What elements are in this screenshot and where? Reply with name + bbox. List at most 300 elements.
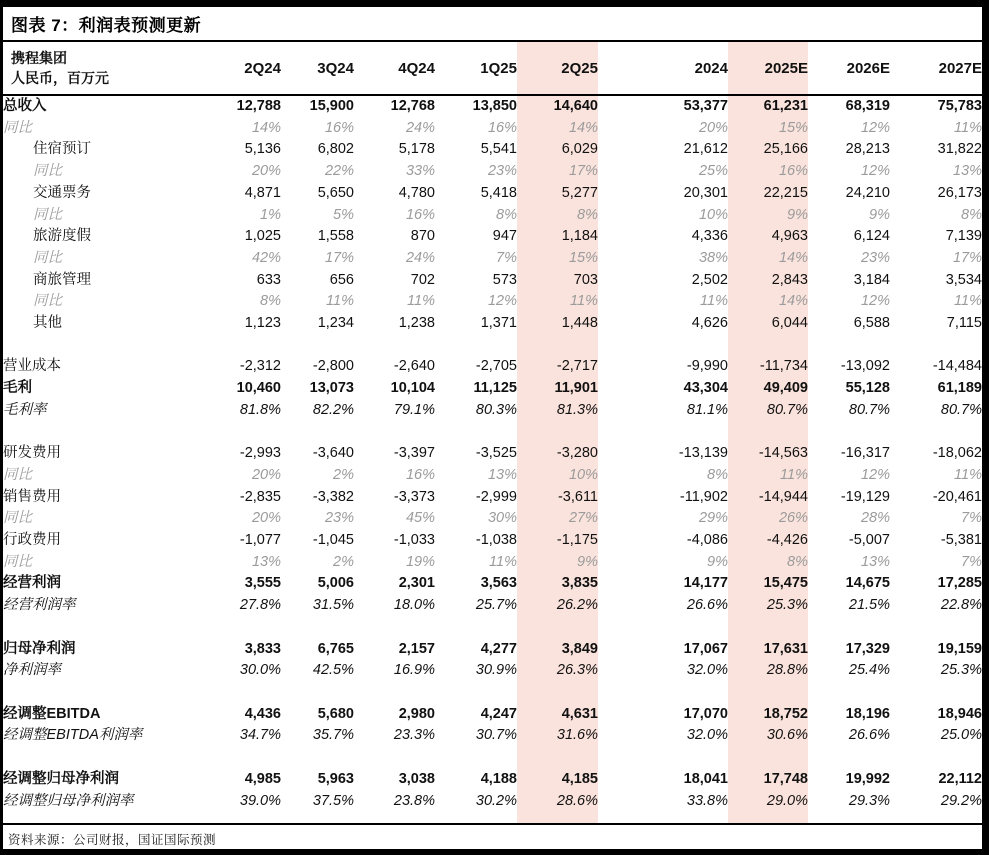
value-cell: 4,247 [480, 705, 517, 722]
table-row [3, 487, 982, 509]
value-cell: 11% [407, 293, 435, 310]
value-cell: 28,213 [845, 141, 890, 158]
value-cell: 25,166 [728, 139, 808, 161]
value-cell: 30.2% [475, 792, 517, 809]
value-cell: 23% [860, 249, 890, 266]
value-cell: 6,588 [853, 315, 890, 332]
value-cell: 4,963 [728, 226, 808, 248]
value-cell: 1,184 [517, 226, 598, 248]
value-cell: 17,067 [683, 640, 728, 657]
value-cell: 16% [728, 161, 808, 183]
value-cell: 23.8% [393, 792, 435, 809]
row-label: 总收入 [3, 98, 47, 114]
table-row [3, 400, 982, 422]
table-row [3, 161, 982, 183]
value-cell: -3,382 [312, 488, 354, 505]
value-cell: 26.2% [517, 595, 598, 617]
value-cell [728, 747, 808, 769]
value-cell: 38% [698, 249, 728, 266]
value-cell [808, 682, 890, 704]
value-cell: 5,006 [317, 575, 354, 592]
value-cell: -2,835 [239, 488, 281, 505]
value-cell: 14,177 [683, 575, 728, 592]
value-cell: 5% [333, 206, 354, 223]
value-cell: 24,210 [845, 184, 890, 201]
value-cell: 22% [324, 163, 354, 180]
value-cell: 26.6% [848, 727, 890, 744]
value-cell: -2,717 [517, 356, 598, 378]
value-cell: 21,612 [683, 141, 728, 158]
value-cell [890, 335, 982, 357]
value-cell: 4,871 [244, 184, 281, 201]
value-cell [435, 422, 517, 444]
table-corner-company-unit [3, 42, 211, 95]
value-cell: -3,397 [393, 445, 435, 462]
value-cell [281, 682, 354, 704]
value-cell: 1,234 [317, 315, 354, 332]
value-cell: 30% [487, 510, 517, 527]
value-cell: 37.5% [312, 792, 354, 809]
value-cell: 25.7% [475, 597, 517, 614]
value-cell: 80.7% [940, 401, 982, 418]
value-cell: 26.3% [517, 660, 598, 682]
value-cell: 23% [487, 163, 517, 180]
value-cell: 82.2% [312, 401, 354, 418]
value-cell: 4,188 [480, 770, 517, 787]
value-cell: 31,822 [937, 141, 982, 158]
value-cell: 30.0% [239, 662, 281, 679]
value-cell [211, 747, 281, 769]
table-row [3, 378, 982, 400]
table-row [3, 95, 982, 118]
value-cell [517, 682, 598, 704]
column-header-2Q24: 2Q24 [211, 42, 281, 95]
value-cell: 17,748 [728, 769, 808, 791]
value-cell: 80.7% [728, 400, 808, 422]
row-label: 同比 [3, 119, 32, 136]
value-cell: 17,070 [683, 705, 728, 722]
value-cell: 61,231 [728, 95, 808, 118]
value-cell: -19,129 [840, 488, 890, 505]
row-label: 商旅管理 [33, 271, 91, 288]
value-cell: 29.2% [940, 792, 982, 809]
row-label: 经营利润 [3, 575, 61, 592]
value-cell [435, 617, 517, 639]
value-cell [211, 335, 281, 357]
value-cell: -4,426 [728, 530, 808, 552]
table-row [3, 552, 982, 574]
value-cell: 8% [496, 206, 517, 223]
value-cell [728, 335, 808, 357]
value-cell: -2,999 [475, 488, 517, 505]
table-row [3, 660, 982, 682]
column-header-4Q24: 4Q24 [354, 42, 435, 95]
value-cell: 26% [728, 508, 808, 530]
row-label [3, 747, 211, 769]
value-cell [728, 682, 808, 704]
value-cell: 1,123 [244, 315, 281, 332]
value-cell: 5,418 [480, 184, 517, 201]
value-cell: 1,371 [480, 315, 517, 332]
value-cell: 19,159 [937, 640, 982, 657]
value-cell: 23.3% [393, 727, 435, 744]
value-cell: 25.3% [728, 595, 808, 617]
value-cell: -18,062 [932, 445, 982, 462]
value-cell [517, 335, 598, 357]
value-cell: 9% [869, 206, 890, 223]
value-cell [435, 335, 517, 357]
value-cell: 23% [324, 510, 354, 527]
value-cell: 22,215 [728, 183, 808, 205]
value-cell: 28% [860, 510, 890, 527]
value-cell: -2,640 [393, 358, 435, 375]
value-cell: -1,077 [239, 532, 281, 549]
table-row [3, 313, 982, 335]
company-name: 携程集团 [11, 49, 67, 66]
value-cell: 9% [728, 205, 808, 227]
figure-title: 图表 7：利润表预测更新 [3, 7, 982, 42]
value-cell: 15,900 [309, 98, 354, 114]
row-label: 交通票务 [33, 184, 91, 201]
value-cell: 1,238 [398, 315, 435, 332]
value-cell: 28.6% [517, 791, 598, 823]
value-cell: 5,680 [317, 705, 354, 722]
row-label: 营业成本 [3, 358, 61, 375]
table-row [3, 725, 982, 747]
value-cell: -1,045 [312, 532, 354, 549]
value-cell: 20% [251, 510, 281, 527]
value-cell: 12,768 [390, 98, 435, 114]
table-row [3, 791, 982, 823]
value-cell: 12,788 [236, 98, 281, 114]
value-cell: 49,409 [728, 378, 808, 400]
row-label: 销售费用 [3, 488, 61, 505]
value-cell: -5,007 [848, 532, 890, 549]
value-cell: 5,136 [244, 141, 281, 158]
value-cell [808, 335, 890, 357]
value-cell: 42% [251, 249, 281, 266]
value-cell [354, 422, 435, 444]
column-header-2024: 2024 [598, 42, 728, 95]
value-cell: 4,780 [398, 184, 435, 201]
value-cell: 22.8% [940, 597, 982, 614]
spacer-row [3, 682, 982, 704]
value-cell [354, 335, 435, 357]
row-label: 行政费用 [3, 532, 61, 549]
value-cell [354, 747, 435, 769]
table-row [3, 248, 982, 270]
value-cell: 68,319 [845, 98, 890, 114]
source-note: 资料来源：公司财报，国证国际预测 [3, 823, 982, 850]
table-row [3, 356, 982, 378]
value-cell [598, 335, 728, 357]
row-label [3, 422, 211, 444]
value-cell: 11% [954, 466, 982, 483]
value-cell: 6,029 [517, 139, 598, 161]
value-cell: 13,073 [309, 380, 354, 397]
value-cell: 703 [517, 270, 598, 292]
value-cell: 8% [961, 206, 982, 223]
table-row [3, 769, 982, 791]
value-cell: -2,993 [239, 445, 281, 462]
value-cell: 10% [698, 206, 728, 223]
value-cell [728, 617, 808, 639]
value-cell: 13% [860, 553, 890, 570]
value-cell: 18,946 [937, 705, 982, 722]
value-cell: 12% [487, 293, 517, 310]
value-cell: 45% [405, 510, 435, 527]
value-cell: 870 [410, 228, 435, 245]
value-cell: -16,317 [840, 445, 890, 462]
spacer-row [3, 617, 982, 639]
value-cell: 15% [728, 118, 808, 140]
spacer-row [3, 747, 982, 769]
value-cell: 18.0% [393, 597, 435, 614]
value-cell: 33% [405, 163, 435, 180]
spacer-row [3, 335, 982, 357]
row-label: 同比 [3, 553, 32, 570]
row-label: 其他 [33, 315, 62, 332]
value-cell: 32.0% [686, 662, 728, 679]
value-cell: 2% [333, 466, 354, 483]
value-cell: 19,992 [845, 770, 890, 787]
value-cell: 31.5% [312, 597, 354, 614]
value-cell: 34.7% [239, 727, 281, 744]
value-cell: -3,525 [475, 445, 517, 462]
table-row [3, 639, 982, 661]
value-cell: 2,301 [398, 575, 435, 592]
value-cell [354, 682, 435, 704]
value-cell: -3,373 [393, 488, 435, 505]
forecast-table [3, 42, 982, 823]
value-cell [211, 422, 281, 444]
value-cell: 3,184 [853, 271, 890, 288]
value-cell: 14% [251, 119, 281, 136]
value-cell: -4,086 [686, 532, 728, 549]
value-cell: -14,563 [728, 443, 808, 465]
value-cell: 12% [860, 466, 890, 483]
value-cell: -9,990 [686, 358, 728, 375]
value-cell [808, 617, 890, 639]
value-cell: -11,734 [728, 356, 808, 378]
value-cell: 15,475 [728, 573, 808, 595]
value-cell [890, 747, 982, 769]
value-cell [435, 747, 517, 769]
value-cell: -1,038 [475, 532, 517, 549]
value-cell: 6,044 [728, 313, 808, 335]
value-cell [890, 617, 982, 639]
value-cell: 14,640 [517, 95, 598, 118]
value-cell: 8% [707, 466, 728, 483]
value-cell: 39.0% [239, 792, 281, 809]
value-cell: 11,901 [517, 378, 598, 400]
value-cell [598, 747, 728, 769]
row-label: 经调整归母净利润率 [3, 792, 134, 809]
value-cell: 81.3% [517, 400, 598, 422]
value-cell: 7,115 [946, 315, 982, 332]
value-cell: 2,843 [728, 270, 808, 292]
table-row [3, 139, 982, 161]
value-cell: 17% [952, 249, 982, 266]
value-cell [598, 682, 728, 704]
value-cell [517, 617, 598, 639]
value-cell: 33.8% [686, 792, 728, 809]
value-cell: 29% [698, 510, 728, 527]
value-cell: 4,631 [517, 704, 598, 726]
value-cell: 16% [324, 119, 354, 136]
value-cell: 10,460 [236, 380, 281, 397]
value-cell [890, 682, 982, 704]
value-cell: 7% [496, 249, 517, 266]
value-cell: -1,033 [393, 532, 435, 549]
table-header-row [3, 42, 982, 95]
row-label: 毛利率 [3, 401, 47, 418]
value-cell [598, 422, 728, 444]
value-cell: 10% [517, 465, 598, 487]
value-cell: 31.6% [517, 725, 598, 747]
value-cell: 25.4% [848, 662, 890, 679]
value-cell: 25% [698, 163, 728, 180]
value-cell: 5,963 [317, 770, 354, 787]
value-cell: 1,448 [517, 313, 598, 335]
value-cell: 30.9% [475, 662, 517, 679]
value-cell: 9% [707, 553, 728, 570]
table-row [3, 270, 982, 292]
value-cell: 5,650 [317, 184, 354, 201]
value-cell [598, 617, 728, 639]
row-label: 研发费用 [3, 445, 61, 462]
value-cell: 29.0% [728, 791, 808, 823]
row-label: 毛利 [3, 380, 32, 397]
column-header-2Q25: 2Q25 [517, 42, 598, 95]
row-label: 经调整EBITDA [3, 705, 101, 722]
value-cell: 12% [860, 293, 890, 310]
value-cell: 21.5% [848, 597, 890, 614]
value-cell: 5,178 [398, 141, 435, 158]
value-cell: 13,850 [472, 98, 517, 114]
value-cell [211, 682, 281, 704]
value-cell: 24% [405, 249, 435, 266]
value-cell: 7,139 [945, 228, 982, 245]
value-cell: 11% [517, 291, 598, 313]
table-row [3, 205, 982, 227]
row-label: 同比 [33, 206, 62, 223]
value-cell: 4,185 [517, 769, 598, 791]
value-cell: 10,104 [390, 380, 435, 397]
value-cell: 25.0% [940, 727, 982, 744]
row-label: 归母净利润 [3, 640, 76, 657]
value-cell: 35.7% [312, 727, 354, 744]
row-label: 经调整归母净利润 [3, 770, 119, 787]
value-cell: 18,196 [845, 705, 890, 722]
value-cell: 15% [517, 248, 598, 270]
table-row [3, 226, 982, 248]
value-cell: 3,835 [517, 573, 598, 595]
row-label: 旅游度假 [33, 228, 91, 245]
value-cell: 32.0% [686, 727, 728, 744]
value-cell: 24% [405, 119, 435, 136]
value-cell: 29.3% [848, 792, 890, 809]
value-cell: 1% [260, 206, 281, 223]
value-cell: 16% [405, 206, 435, 223]
value-cell: 4,336 [691, 228, 728, 245]
value-cell: 28.8% [728, 660, 808, 682]
value-cell: 11% [728, 465, 808, 487]
value-cell: -1,175 [517, 530, 598, 552]
row-label: 净利润率 [3, 662, 61, 679]
value-cell: -14,484 [932, 358, 982, 375]
value-cell: 43,304 [683, 380, 728, 397]
value-cell: -3,640 [312, 445, 354, 462]
value-cell [517, 422, 598, 444]
value-cell: 20% [698, 119, 728, 136]
value-cell: 5,277 [517, 183, 598, 205]
value-cell: 17% [324, 249, 354, 266]
value-cell [354, 617, 435, 639]
table-row [3, 118, 982, 140]
row-label: 同比 [3, 510, 32, 527]
value-cell: 3,555 [244, 575, 281, 592]
value-cell: 4,277 [480, 640, 517, 657]
value-cell: 12% [860, 163, 890, 180]
row-label: 同比 [3, 466, 32, 483]
value-cell: 14% [728, 291, 808, 313]
value-cell: 6,765 [317, 640, 354, 657]
value-cell: 16.9% [393, 662, 435, 679]
value-cell: 8% [728, 552, 808, 574]
value-cell: 16% [487, 119, 517, 136]
value-cell: 573 [492, 271, 517, 288]
value-cell: -13,139 [678, 445, 728, 462]
value-cell: 3,833 [244, 640, 281, 657]
value-cell: -14,944 [728, 487, 808, 509]
value-cell: 633 [256, 271, 281, 288]
value-cell [435, 682, 517, 704]
value-cell: 2,980 [398, 705, 435, 722]
row-label: 经调整EBITDA利润率 [3, 727, 143, 744]
value-cell: -5,381 [940, 532, 982, 549]
value-cell: 30.6% [728, 725, 808, 747]
table-row [3, 183, 982, 205]
value-cell: 2,502 [691, 271, 728, 288]
value-cell: 17% [517, 161, 598, 183]
column-header-1Q25: 1Q25 [435, 42, 517, 95]
value-cell: 11% [326, 293, 354, 310]
table-row [3, 573, 982, 595]
value-cell: 3,849 [517, 639, 598, 661]
value-cell: 9% [517, 552, 598, 574]
value-cell: -2,800 [312, 358, 354, 375]
value-cell: 12% [860, 119, 890, 136]
value-cell [890, 422, 982, 444]
value-cell: 6,802 [317, 141, 354, 158]
value-cell: 1,025 [244, 228, 281, 245]
value-cell: 17,631 [728, 639, 808, 661]
value-cell: 81.1% [686, 401, 728, 418]
value-cell: 11% [954, 119, 982, 136]
value-cell: -2,705 [475, 358, 517, 375]
row-label: 同比 [33, 293, 62, 310]
value-cell: 42.5% [312, 662, 354, 679]
value-cell: 18,752 [728, 704, 808, 726]
row-label [3, 682, 211, 704]
row-label: 经营利润率 [3, 597, 76, 614]
value-cell: -20,461 [932, 488, 982, 505]
value-cell: 20,301 [683, 184, 728, 201]
value-cell [281, 422, 354, 444]
value-cell: 8% [517, 205, 598, 227]
value-cell: 13% [251, 553, 281, 570]
